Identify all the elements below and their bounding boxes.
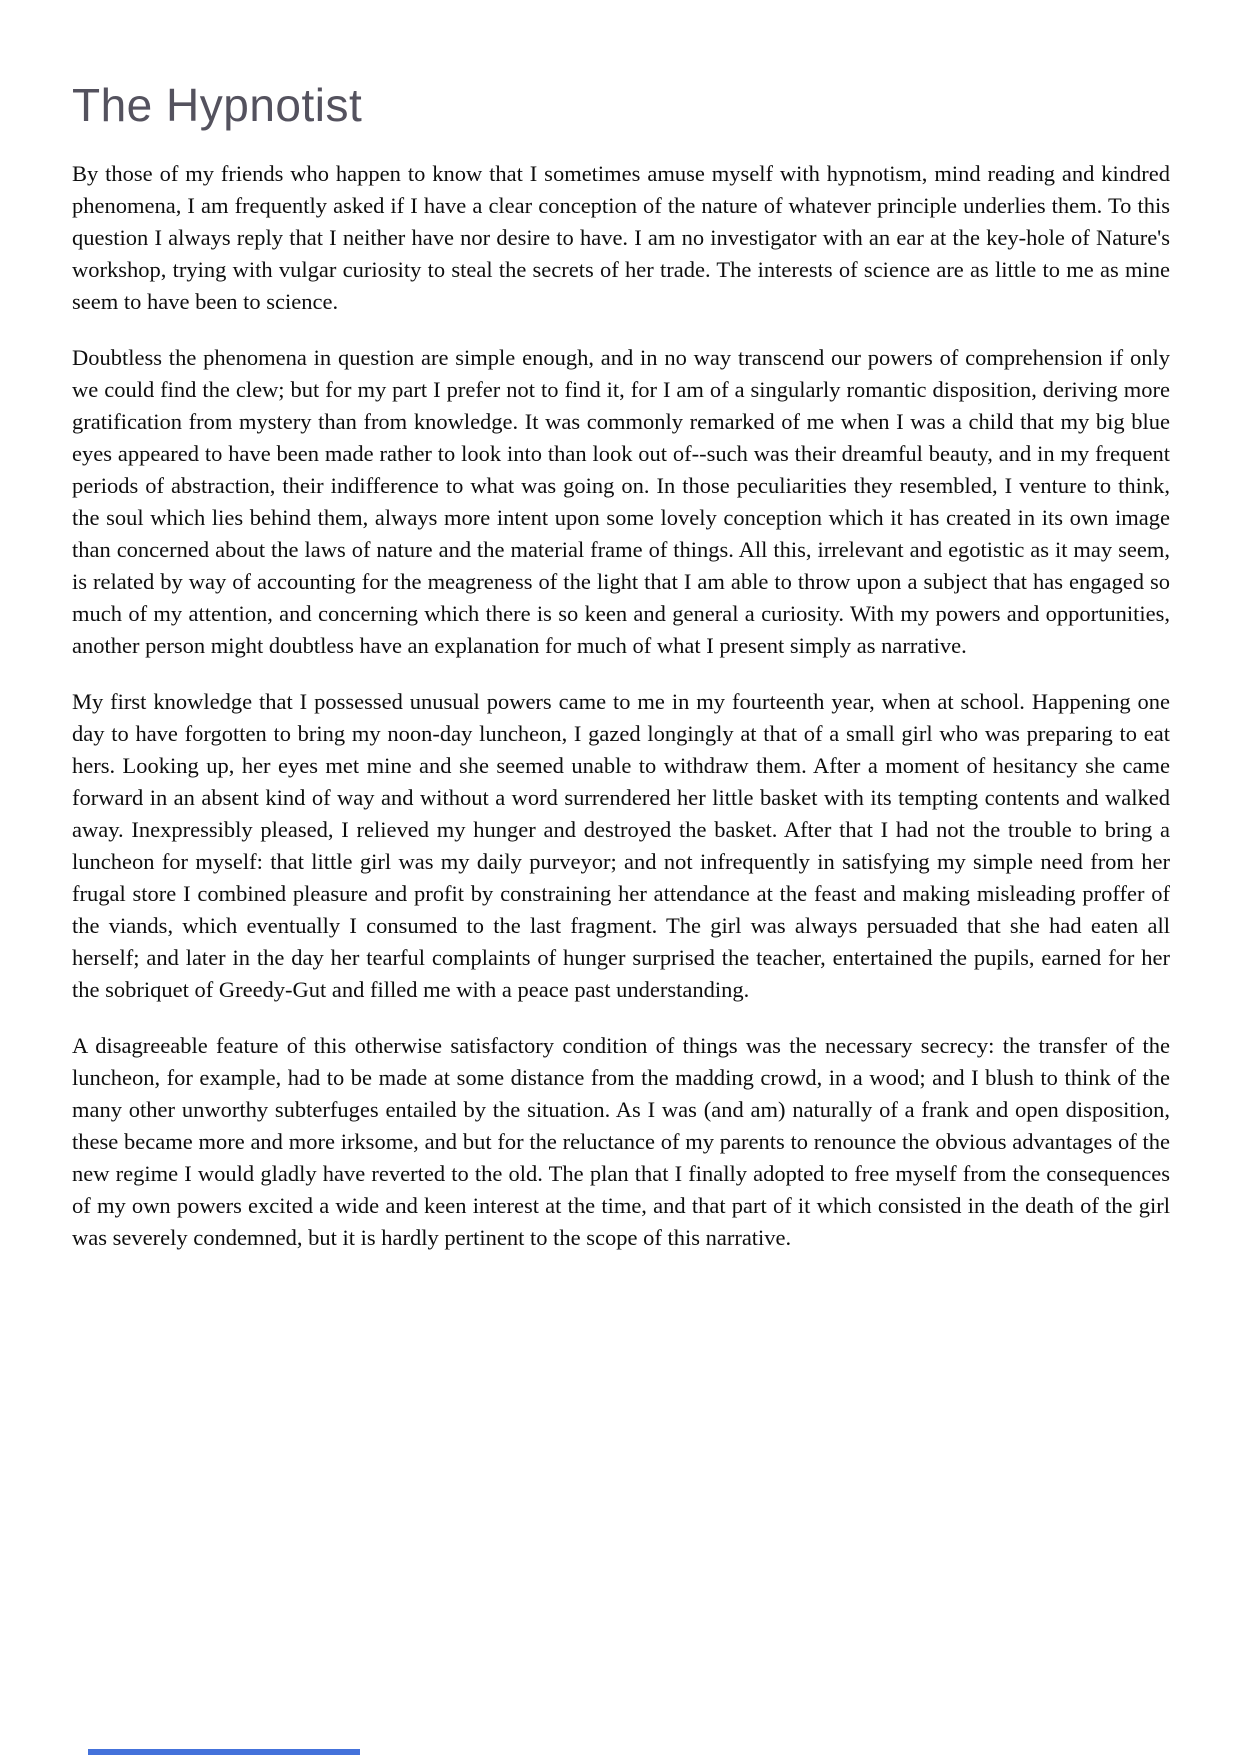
story-paragraph-4: A disagreeable feature of this otherwise satisfactory condition of things was the necessary secrecy: the transfer of the luncheon, for example, had to be made at some distance from the madding crowd, in a wood; and I blush to think of the many other unworthy subterfuges entailed by the situation. As I was (and am) naturally of a frank and open disposition, these became more and more irksome, and but for the reluctance of my parents to renounce the obvious advantages of the new regime I would gladly have reverted to the old. The plan that I finally adopted to free myself from the consequences of my own powers excited a wide and keen interest at the time, and that part of it which consisted in the death of the girl was severely condemned, but it is hardly pertinent to the scope of this narrative.	[72, 1033, 1170, 1250]
story-paragraph-3: My first knowledge that I possessed unusual powers came to me in my fourteenth year, when at school. Happening one day to have forgotten to bring my noon-day luncheon, I gazed longingly at that of a small girl who was preparing to eat hers. Looking up, her eyes met mine and she seemed unable to withdraw them. After a moment of hesitancy she came forward in an absent kind of way and without a word surrendered her little basket with its tempting contents and walked away. Inexpressibly pleased, I relieved my hunger and destroyed the basket. After that I had not the trouble to bring a luncheon for myself: that little girl was my daily purveyor; and not infrequently in satisfying my simple need from her frugal store I combined pleasure and profit by constraining her attendance at the feast and making misleading proffer of the viands, which eventually I consumed to the last fragment. The girl was always persuaded that she had eaten all herself; and later in the day her tearful complaints of hunger surprised the teacher, entertained the pupils, earned for her the sobriquet of Greedy-Gut and filled me with a peace past understanding.	[72, 689, 1170, 1002]
page-title: The Hypnotist	[72, 79, 363, 131]
bottom-partial-element-bar	[88, 1749, 360, 1755]
story-paragraph-2: Doubtless the phenomena in question are simple enough, and in no way transcend our powers of comprehension if only we could find the clew; but for my part I prefer not to find it, for I am of a singularly romantic disposition, deriving more gratification from mystery than from knowledge. It was commonly remarked of me when I was a child that my big blue eyes appeared to have been made rather to look into than look out of--such was their dreamful beauty, and in my frequent periods of abstraction, their indifference to what was going on. In those peculiarities they resembled, I venture to think, the soul which lies behind them, always more intent upon some lovely conception which it has created in its own image than concerned about the laws of nature and the material frame of things. All this, irrelevant and egotistic as it may seem, is related by way of accounting for the meagreness of the light that I am able to throw upon a subject that has engaged so much of my attention, and concerning which there is so keen and general a curiosity. With my powers and opportunities, another person might doubtless have an explanation for much of what I present simply as narrative.	[72, 345, 1170, 658]
story-paragraph-1: By those of my friends who happen to know that I sometimes amuse myself with hypnotism, mind reading and kindred phenomena, I am frequently asked if I have a clear conception of the nature of whatever principle underlies them. To this question I always reply that I neither have nor desire to have. I am no investigator with an ear at the key-hole of Nature's workshop, trying with vulgar curiosity to steal the secrets of her trade. The interests of science are as little to me as mine seem to have been to science.	[72, 161, 1170, 314]
